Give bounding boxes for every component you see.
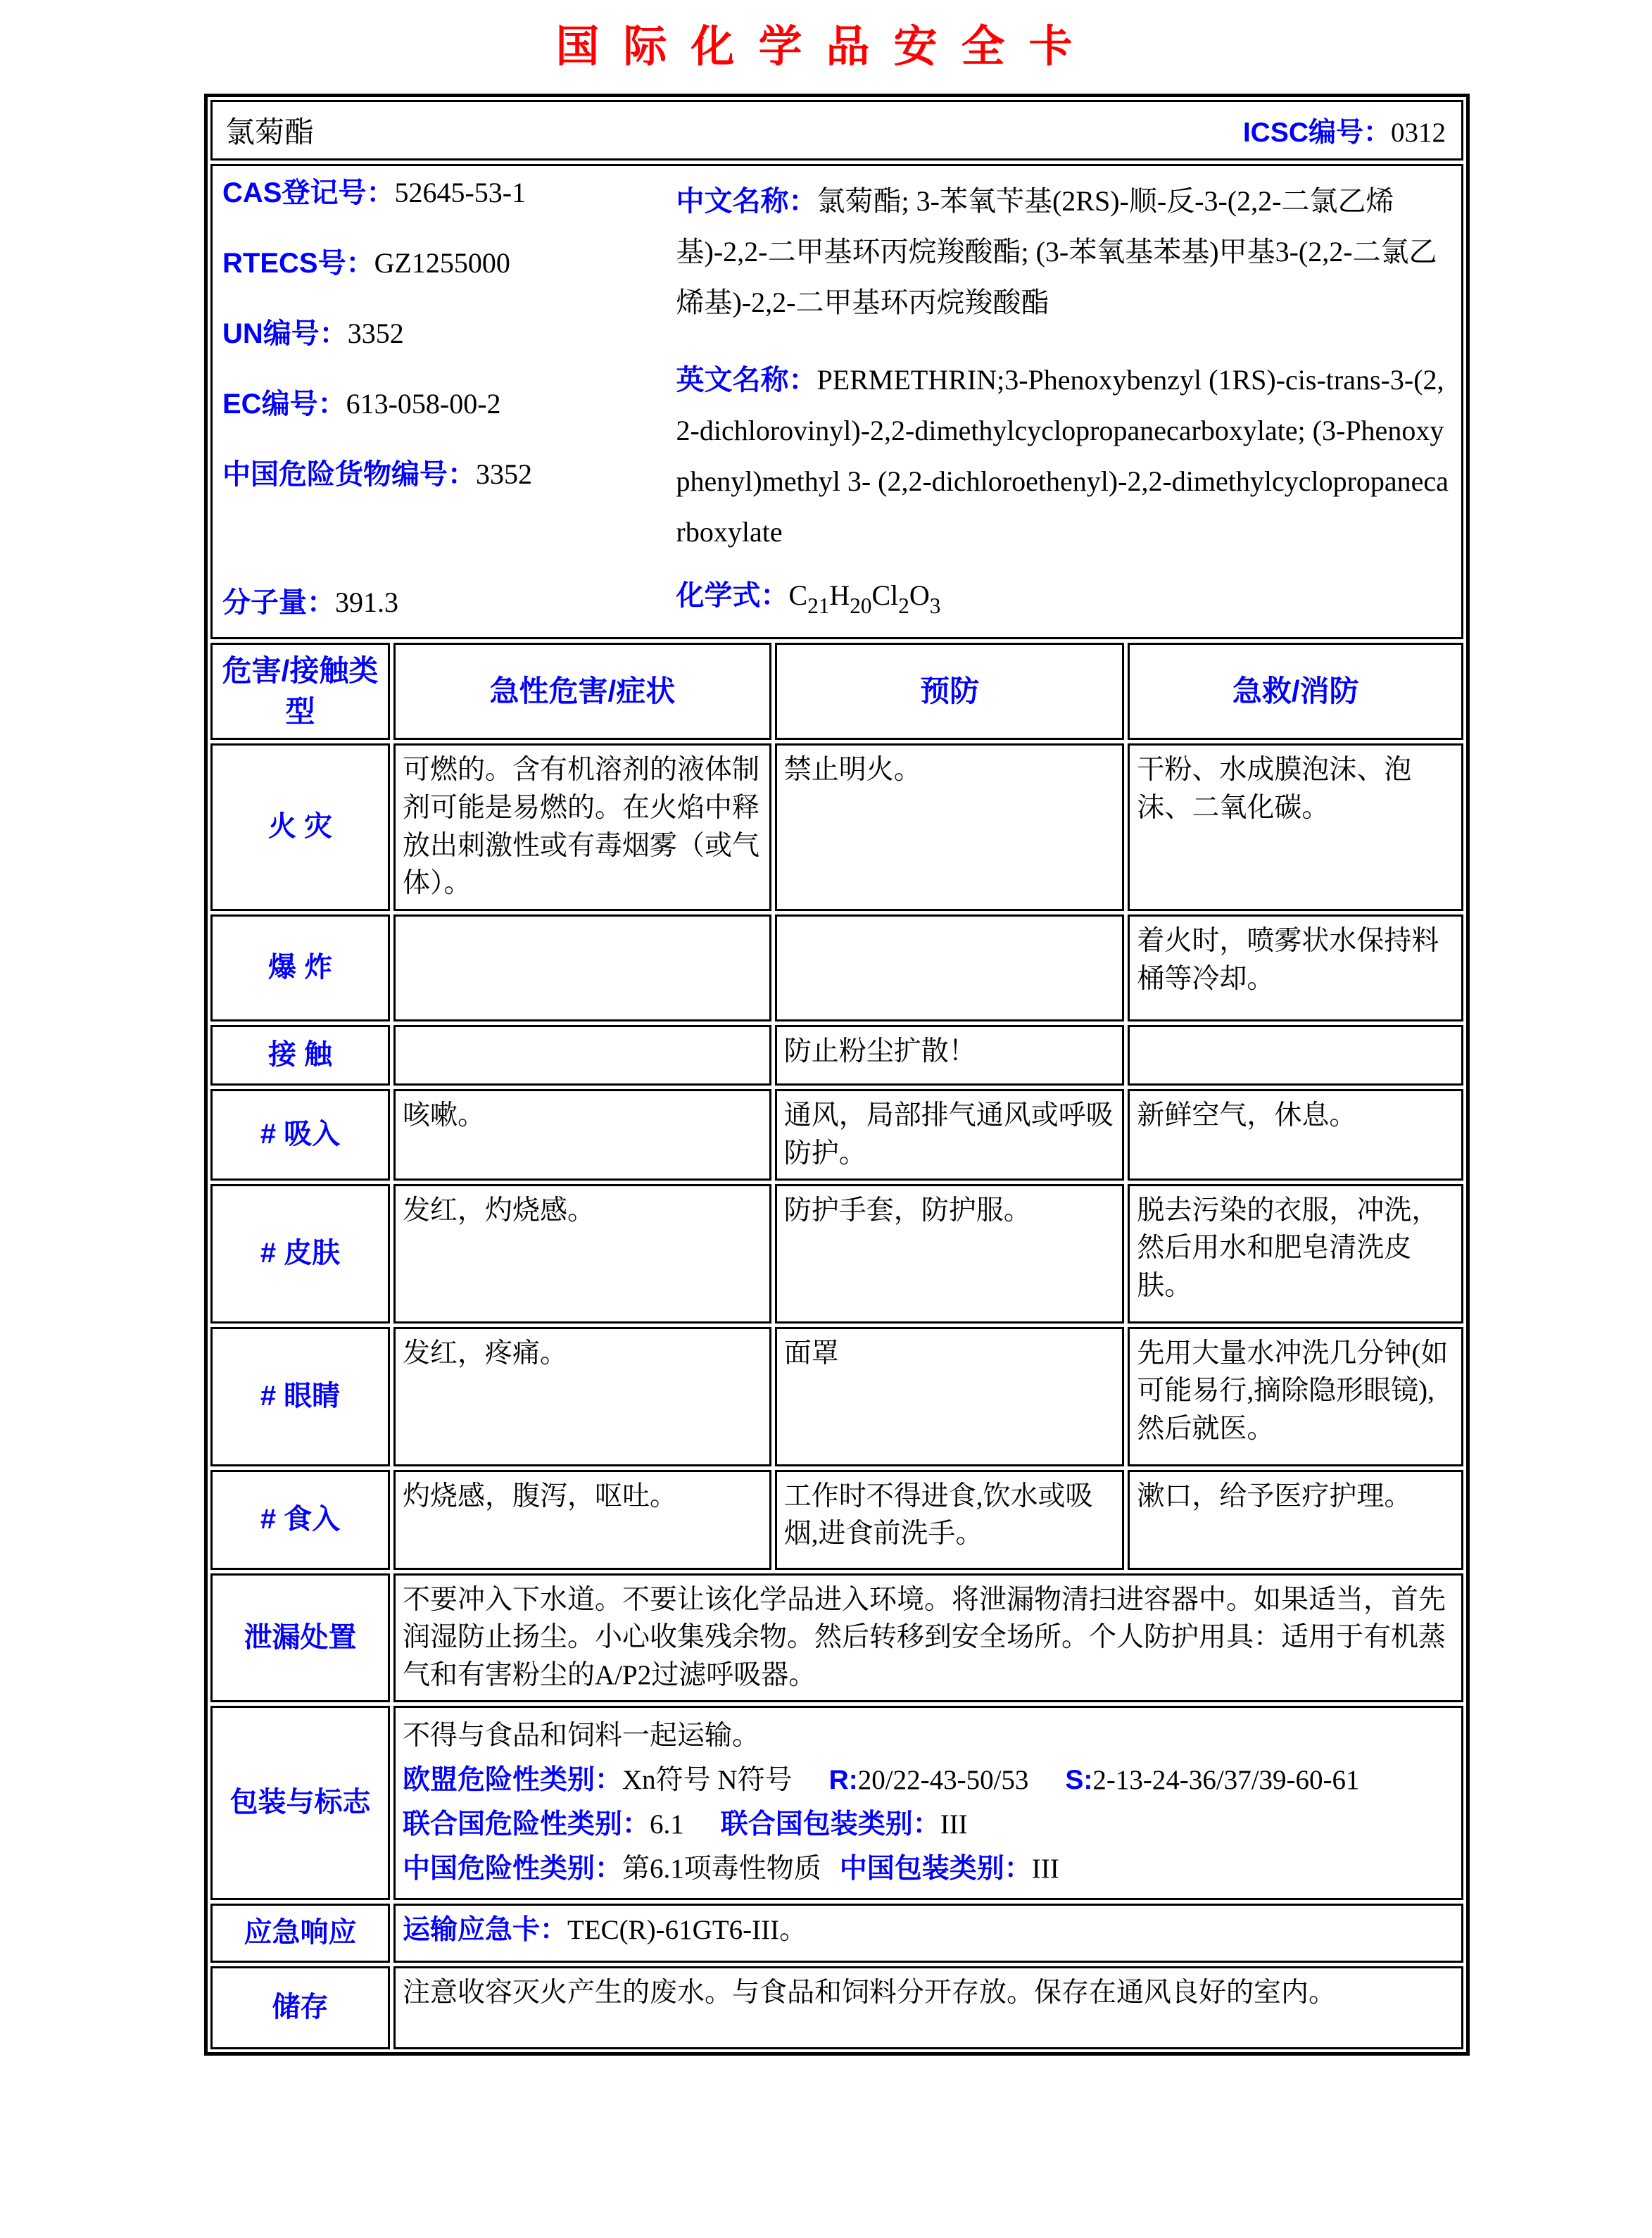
cas-label: CAS登记号：	[222, 177, 395, 208]
row-contact-label: 接 触	[210, 1025, 390, 1086]
china-dg-number	[222, 458, 676, 491]
un-hazard-class-value: 6.1	[650, 1809, 684, 1840]
row-inhalation-first-aid: 新鲜空气，休息。	[1128, 1089, 1463, 1181]
rtecs-label: RTECS号：	[222, 248, 374, 279]
row-explosion-symptoms	[393, 914, 771, 1021]
section-emergency-content	[393, 1904, 1463, 1963]
rtecs-number	[222, 246, 676, 280]
row-fire-label: 火 灾	[210, 743, 390, 911]
section-spill-label: 泄漏处置	[210, 1573, 390, 1702]
packaging-un-line	[403, 1802, 1454, 1847]
ec-label: EC编号：	[222, 389, 346, 420]
chemical-formula	[676, 570, 1449, 626]
ec-number	[222, 387, 676, 421]
eu-symbols: Xn符号 N符号	[622, 1765, 793, 1796]
row-skin-label: # 皮肤	[210, 1184, 390, 1324]
row-eyes-label: # 眼睛	[210, 1327, 390, 1466]
row-eyes-prevention: 面罩	[775, 1327, 1125, 1466]
chinese-name-label: 中文名称：	[676, 186, 817, 217]
icsc-label: ICSC编号：	[1242, 118, 1391, 148]
identifier-list	[222, 176, 676, 626]
icsc-card	[204, 94, 1470, 2056]
packaging-eu-line	[403, 1758, 1454, 1802]
row-fire-first-aid: 干粉、水成膜泡沫、泡沫、二氧化碳。	[1128, 743, 1463, 911]
chemical-name: 氯菊酯	[225, 117, 315, 149]
row-skin-first-aid: 脱去污染的衣服，冲洗，然后用水和肥皂清洗皮肤。	[1128, 1184, 1463, 1324]
row-contact-symptoms	[393, 1025, 771, 1086]
row-explosion-label: 爆 炸	[210, 914, 390, 1021]
section-storage-label: 储存	[210, 1966, 390, 2049]
un-pack-group-value: III	[940, 1809, 968, 1840]
r-phrase-label: R:	[828, 1765, 858, 1796]
eu-class-label: 欧盟危险性类别：	[403, 1765, 623, 1796]
formula-label: 化学式：	[676, 580, 789, 611]
row-inhalation-prevention: 通风，局部排气通风或呼吸防护。	[775, 1089, 1125, 1181]
icsc-value: 0312	[1391, 118, 1446, 148]
mw-label: 分子量：	[222, 587, 335, 618]
name-row	[210, 100, 1463, 161]
row-skin-symptoms: 发红，灼烧感。	[393, 1184, 771, 1324]
row-explosion-prevention	[775, 914, 1125, 1021]
chinese-name-value: 氯菊酯; 3-苯氧苄基(2RS)-顺-反-3-(2,2-二氯乙烯基)-2,2-二甲基环丙烷羧酸酯; (3-苯氧基苯基)甲基3-(2,2-二氯乙烯基)-2,2-二甲基环丙烷羧酸酯	[676, 185, 1437, 318]
row-ingestion-first-aid: 漱口，给予医疗护理。	[1128, 1470, 1463, 1570]
china-dg-value: 3352	[476, 458, 532, 490]
row-fire-symptoms: 可燃的。含有机溶剂的液体制剂可能是易燃的。在火焰中释放出刺激性或有毒烟雾（或气体）。	[393, 743, 771, 911]
name-block	[676, 176, 1449, 626]
china-dg-label: 中国危险货物编号：	[222, 459, 476, 490]
row-skin-prevention: 防护手套，防护服。	[775, 1184, 1125, 1324]
formula-value: $C_{21}H_{20}Cl_2O_3$	[788, 579, 941, 618]
english-name	[676, 355, 1449, 558]
un-hazard-class-label: 联合国危险性类别：	[403, 1809, 650, 1840]
identification-section	[210, 164, 1463, 639]
header-symptoms: 急性危害/症状	[393, 643, 771, 740]
chinese-name	[676, 176, 1449, 328]
r-phrase-value: 20/22-43-50/53	[857, 1765, 1029, 1796]
row-ingestion-prevention: 工作时不得进食,饮水或吸烟,进食前洗手。	[775, 1470, 1125, 1570]
cn-pack-group-value: III	[1031, 1854, 1059, 1885]
row-inhalation-label: # 吸入	[210, 1089, 390, 1181]
row-ingestion-symptoms: 灼烧感，腹泻，呕吐。	[393, 1470, 771, 1570]
cn-pack-group-label: 中国包装类别：	[839, 1854, 1032, 1885]
ec-value: 613-058-00-2	[346, 388, 501, 420]
s-phrase-label: S:	[1065, 1765, 1093, 1796]
section-emergency-label: 应急响应	[210, 1904, 390, 1963]
packaging-cn-line	[403, 1847, 1454, 1891]
molecular-weight	[222, 580, 676, 620]
cn-hazard-class-value: 第6.1项毒性物质	[622, 1854, 821, 1885]
page-title: 国际化学品安全卡	[555, 23, 1097, 71]
cas-number	[222, 176, 676, 210]
row-inhalation-symptoms: 咳嗽。	[393, 1089, 771, 1181]
cn-hazard-class-label: 中国危险性类别：	[403, 1854, 623, 1885]
rtecs-value: GZ1255000	[374, 247, 510, 279]
un-pack-group-label: 联合国包装类别：	[720, 1809, 940, 1840]
un-number	[222, 317, 676, 351]
row-contact-first-aid	[1128, 1025, 1463, 1086]
header-hazard-type: 危害/接触类型	[210, 643, 390, 740]
mw-value: 391.3	[335, 586, 398, 618]
section-storage-text: 注意收容灭火产生的废水。与食品和饲料分开存放。保存在通风良好的室内。	[393, 1966, 1463, 2049]
row-explosion-first-aid: 着火时，喷雾状水保持料桶等冷却。	[1128, 914, 1463, 1021]
english-name-label: 英文名称：	[676, 365, 817, 396]
row-eyes-symptoms: 发红，疼痛。	[393, 1327, 771, 1466]
row-contact-prevention: 防止粉尘扩散！	[775, 1025, 1125, 1086]
packaging-transport-note: 不得与食品和饲料一起运输。	[403, 1720, 760, 1751]
un-label: UN编号：	[222, 318, 348, 349]
header-prevention: 预防	[775, 643, 1125, 740]
row-fire-prevention: 禁止明火。	[775, 743, 1125, 911]
icsc-number	[1243, 111, 1446, 150]
hazard-table	[210, 643, 1463, 2049]
section-packaging-content	[393, 1706, 1463, 1900]
transport-emergency-card-value: TEC(R)-61GT6-III。	[567, 1914, 807, 1945]
header-first-aid: 急救/消防	[1128, 643, 1463, 740]
cas-value: 52645-53-1	[394, 177, 527, 208]
un-value: 3352	[347, 318, 404, 349]
section-packaging-label: 包装与标志	[210, 1706, 390, 1900]
s-phrase-value: 2-13-24-36/37/39-60-61	[1092, 1765, 1360, 1796]
transport-emergency-card-label: 运输应急卡：	[403, 1914, 568, 1945]
english-name-value: PERMETHRIN;3-Phenoxybenzyl (1RS)-cis-trans-3-(2,2-dichlorovinyl)-2,2-dimethylcyclopropanecarboxylate; (3-Phenoxyphenyl)methyl 3- (2,2-dichloroethenyl)-2,2-dimethylcyclopropanecarboxylate	[676, 364, 1449, 548]
row-ingestion-label: # 食入	[210, 1470, 390, 1570]
row-eyes-first-aid: 先用大量水冲洗几分钟(如可能易行,摘除隐形眼镜),然后就医。	[1128, 1327, 1463, 1466]
section-spill-text: 不要冲入下水道。不要让该化学品进入环境。将泄漏物清扫进容器中。如果适当，首先润湿防止扬尘。小心收集残余物。然后转移到安全场所。个人防护用具：适用于有机蒸气和有害粉尘的A/P2过滤呼吸器。	[393, 1573, 1463, 1702]
